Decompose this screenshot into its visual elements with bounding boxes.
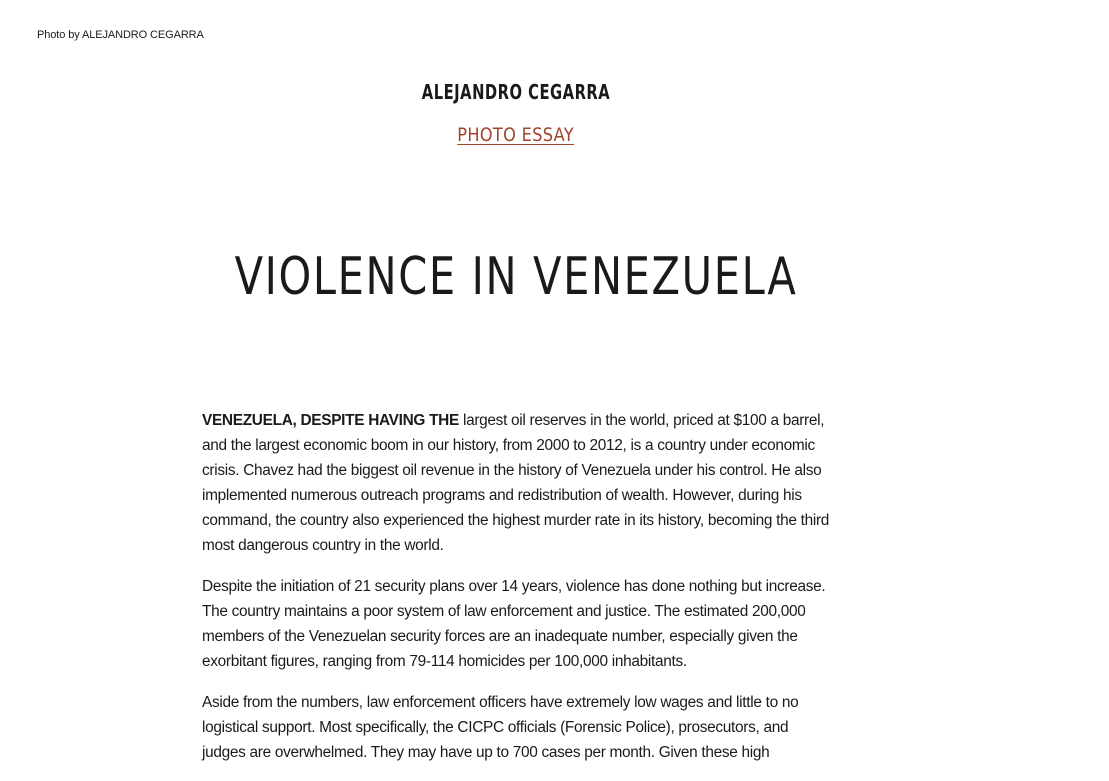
article-body xyxy=(202,408,832,781)
photo-essay-link[interactable]: PHOTO ESSAY xyxy=(457,124,575,146)
paragraph-1-text: largest oil reserves in the world, priced at $100 a barrel, and the largest economic boom in our history, from 2000 to 2012, is a country under economic crisis. Chavez had the biggest oil revenue in the history of Venezuela under his control. He also implemented numerous outreach programs and redistribution of wealth. However, during his command, the country also experienced the highest murder rate in its history, becoming the third most dangerous country in the world. xyxy=(202,412,830,554)
author-name: ALEJANDRO CEGARRA xyxy=(421,80,611,104)
category-container xyxy=(0,124,1032,146)
article-paragraph-1 xyxy=(202,408,832,558)
lead-in-text: VENEZUELA, DESPITE HAVING THE xyxy=(202,412,459,429)
article-paragraph-3: Aside from the numbers, law enforcement officers have extremely low wages and little to no logistical support. Most specifically, the CICPC officials (Forensic Police), prosecutors, and judges are overwhelmed. They may have up to 700 cases per month. Given these high xyxy=(202,694,799,761)
photo-credit: Photo by ALEJANDRO CEGARRA xyxy=(37,29,204,41)
article-paragraph-2: Despite the initiation of 21 security plans over 14 years, violence has done nothing but increase. The country maintains a poor system of law enforcement and justice. The estimated 200,000 members of the Venezuelan security forces are an inadequate number, especially given the exorbitant figures, ranging from 79-114 homicides per 100,000 inhabitants. xyxy=(202,578,826,670)
article-headline: VIOLENCE IN VENEZUELA xyxy=(234,247,798,307)
